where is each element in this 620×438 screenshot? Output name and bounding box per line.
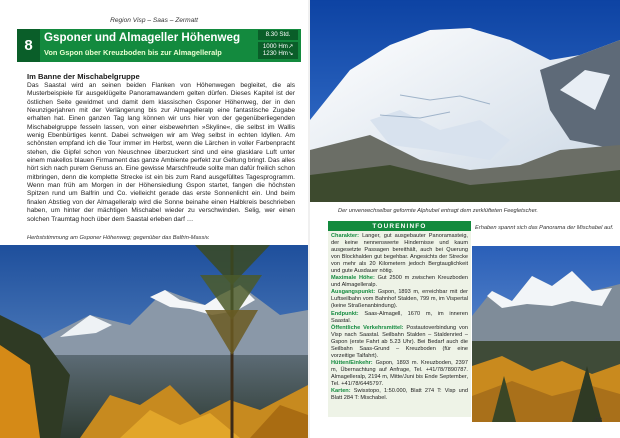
info-label-max-height: Maximale Höhe: [331,275,375,282]
tour-info-box [328,221,471,417]
body-text: Das Saastal wird an seinen beiden Flanken von Höhenwegen begleitet, die als Musterbeispiele für ausgeklügelte Panoramawandern gelten dürfen. Dieses Kapitel ist der östlichen Seite gewidmet und damit dem klassischen Gsponer Höhenweg, der in den Neunzigerjahren mit der Verlängerung bis zur Almagelleralp eine fantastische Zugabe erhalten hat. Einen ganzen Tag lang können wir uns hier von der gegenüberliegenden Mischabelgruppe fesseln lassen, von einer eisbewehrten »Skyline«, die selbst im Wallis wenig Ebenbürtiges kennt. Dabei schwelgen wir am Weg selbst in echten Idyllen. Am schönsten empfand ich die Tour immer im Herbst, wenn die Lärchen in voller Farbenpracht stehen, die Gipfel schon von Neuschnee überzuckert sind und eine glasklare Luft unter einem makellos blauen Firmament das ganze Ambiente perfekt zur Geltung bringt. Das alles hört sich nach purem Genuss an. Eine gewisse Marschfreude sollte man dafür freilich schon mitbringen, denn die komplette Strecke ist ein bis zum Rand ausgefülltes Tagesprogramm. Wenn man früh am Morgen in der Höhensiedlung Gspon startet, fangen die höchsten Spitzen rund um Balfrin und Co. vielleicht gerade das erste Sonnenlicht ein. Und beim finalen Abstieg von der Almagelleralp wird die Sonne beinahe einen Halbkreis beschrieben haben, um hinter der mächtigen Mischabel wieder zu verschwinden. Selig, wer einen solchen Traumtag hoch über dem Saastal erleben darf … [27,82,295,223]
info-text-start: Gspon, 1893 m, erreichbar mit der Luftseilbahn vom Bahnhof Stalden, 799 m, im Vispertal (keine Straßenanbindung). [331,289,468,310]
mischabel-panorama-photo [472,246,620,422]
info-text-maps: Swisstopo, 1:50.000, Blatt 274 T: Visp und Blatt 284 T: Mischabel. [331,388,468,402]
mischabel-panorama-graphic [472,246,620,422]
info-label-end: Endpunkt: [331,310,359,317]
left-photo-caption: Herbststimmung am Gsponer Höhenweg; gegenüber das Balfrin-Massiv. [27,235,210,241]
info-label-transport: Öffentliche Verkehrsmittel: [331,324,404,331]
alphubel-photo-graphic [310,0,620,202]
tour-subtitle: Von Gspon über Kreuzboden bis zur Almagelleralp [44,48,222,57]
info-box-title: TOURENINFO [328,222,471,231]
elevation-badge [258,42,298,59]
info-text-max-height: Gut 2500 m zwischen Kreuzboden und Almagelleralp. [331,275,468,289]
info-label-huts: Hütten/Einkehr: [331,359,373,366]
tour-title: Gsponer und Almageller Höhenweg [44,31,241,44]
autumn-larch-photo-graphic [0,245,308,438]
right-page [310,0,620,438]
autumn-larch-photo [0,245,308,438]
info-label-character: Charakter: [331,233,359,239]
ascent-value: 1000 Hm↗ [262,42,294,50]
info-label-maps: Karten: [331,388,351,395]
info-label-start: Ausgangspunkt: [331,289,376,296]
descent-value: 1230 Hm↘ [262,50,294,58]
info-box-body [328,231,471,404]
info-text-character: Langer, gut ausgebauter Panoramasteig, der keine nennenswerte Hindernisse und kaum ausgesetzte Passagen bereithält, auch bei Querung von Blockhalden gut begehbar. Angesichts der Strecke von mehr als 20 Kilometern jedoch Bergtauglichkeit und gute Ausdauer nötig. [331,233,468,275]
tour-header [17,29,301,62]
info-text-end: Saas-Almagell, 1670 m, im inneren Saastal. [331,310,468,324]
section-heading: Im Banne der Mischabelgruppe [27,72,140,81]
alphubel-photo [310,0,620,202]
info-text-huts: Gspon, 1893 m. Kreuzboden, 2397 m, Übernachtung auf Anfrage, Tel. +41/78/7890787. Almagelleralp, 2194 m, Mitte/Juni bis Ende September, Tel. +41/78/6445797. [331,359,468,387]
running-head: Region Visp – Saas – Zermatt [110,17,198,24]
duration-badge: 8.30 Std. [258,30,298,40]
left-page [0,0,308,438]
small-photo-caption: Erhaben spannt sich das Panorama der Mischabel auf. [475,225,614,231]
tour-stats [258,30,298,61]
info-text-transport: Postautoverbindung von Visp nach Saastal. Seilbahn Stalden – Staldenried – Gspon (erste Fahrt ab 5.23 Uhr). Bei Bedarf auch die Seilbahn Saas-Grund – Kreuzboden (für eine vorzeitige Talfahrt). [331,324,468,359]
tour-number: 8 [17,29,40,62]
top-photo-caption: Der unverwechselbar geformte Alphubel entragt dem zerklüfteten Feegletscher. [338,208,539,214]
page-number: 53 [595,417,603,424]
